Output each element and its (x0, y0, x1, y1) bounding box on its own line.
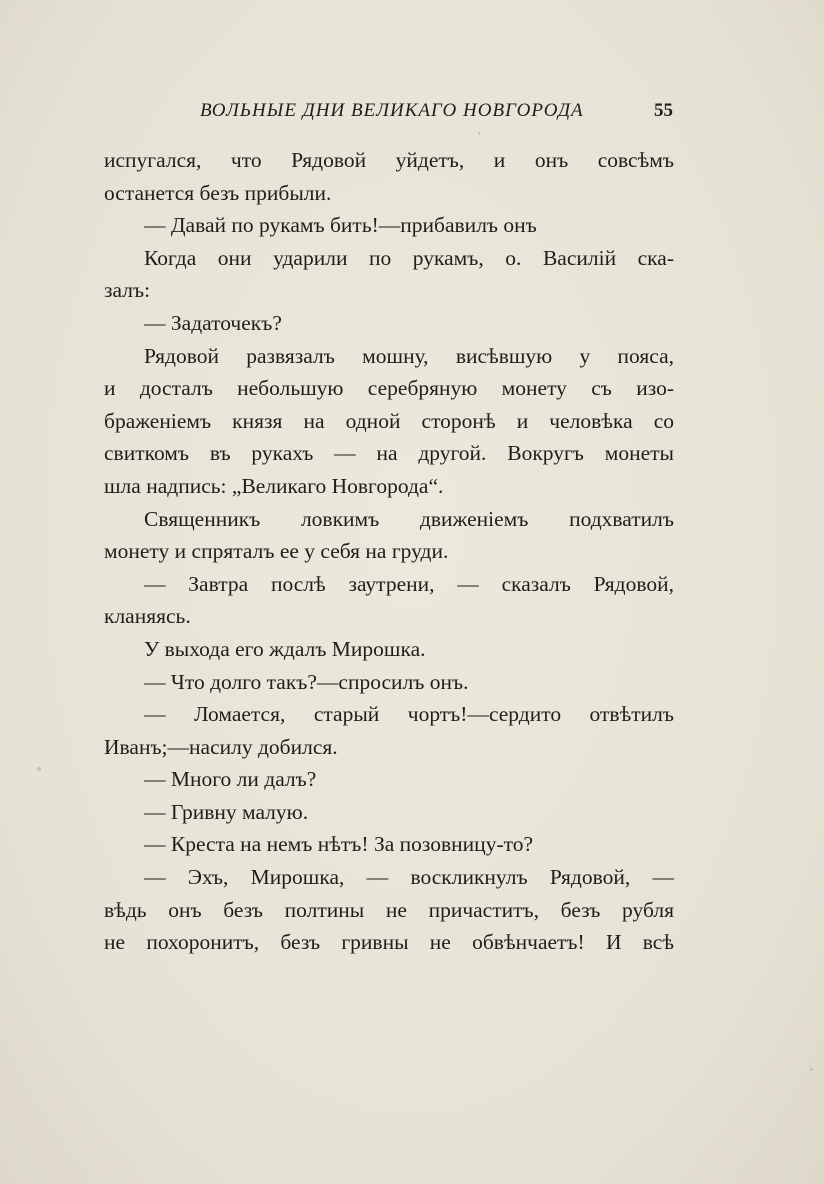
text-line: не похоронитъ, безъ гривны не обвѣнчаетъ! И всѣ (104, 930, 674, 955)
page-header (0, 100, 824, 128)
paper-speck (478, 132, 480, 135)
text-line: кланяясь. (104, 604, 191, 629)
text-line: монету и спряталъ ее у себя на груди. (104, 539, 449, 564)
text-line: — Завтра послѣ заутрени, — сказалъ Рядовой, (144, 571, 674, 596)
text-line: браженіемъ князя на одной сторонѣ и человѣка со (104, 408, 674, 433)
text-line: — Гривну малую. (144, 799, 309, 824)
text-line: свиткомъ въ рукахъ — на другой. Вокругъ монеты (104, 441, 674, 466)
text-line: Рядовой развязалъ мошну, висѣвшую у пояса, (144, 343, 674, 368)
paper-speck (37, 767, 41, 771)
text-line: Иванъ;—насилу добился. (104, 734, 338, 759)
text-line: — Ломается, старый чортъ!—сердито отвѣтилъ (144, 702, 674, 727)
text-line: — Креста на немъ нѣтъ! За позовницу-то? (144, 832, 534, 857)
text-line: — Задаточекъ? (144, 310, 282, 335)
text-line: шла надпись: „Великаго Новгорода“. (104, 473, 444, 498)
text-line: Когда они ударили по рукамъ, о. Василій ска- (144, 245, 674, 270)
text-line: вѣдь онъ безъ полтины не причаститъ, безъ рубля (104, 897, 674, 922)
text-line: — Много ли далъ? (144, 767, 317, 792)
text-line: останется безъ прибыли. (104, 180, 332, 205)
text-line: залъ: (104, 278, 151, 303)
text-line: — Что долго такъ?—спросилъ онъ. (144, 669, 469, 694)
running-title: ВОЛЬНЫЕ ДНИ ВЕЛИКАГО НОВГОРОДА (200, 100, 584, 121)
body-text (104, 144, 674, 959)
text-line: Священникъ ловкимъ движеніемъ подхватилъ (144, 506, 674, 531)
text-line: испугался, что Рядовой уйдетъ, и онъ совсѣмъ (104, 148, 674, 172)
text-line: — Эхъ, Мирошка, — воскликнулъ Рядовой, — (144, 865, 674, 890)
text-line: У выхода его ждалъ Мирошка. (144, 636, 426, 661)
page-number: 55 (654, 100, 673, 121)
text-line: — Давай по рукамъ бить!—прибавилъ онъ (144, 213, 537, 238)
text-line: и досталъ небольшую серебряную монету съ изо- (104, 376, 674, 401)
paper-speck (810, 1068, 813, 1071)
